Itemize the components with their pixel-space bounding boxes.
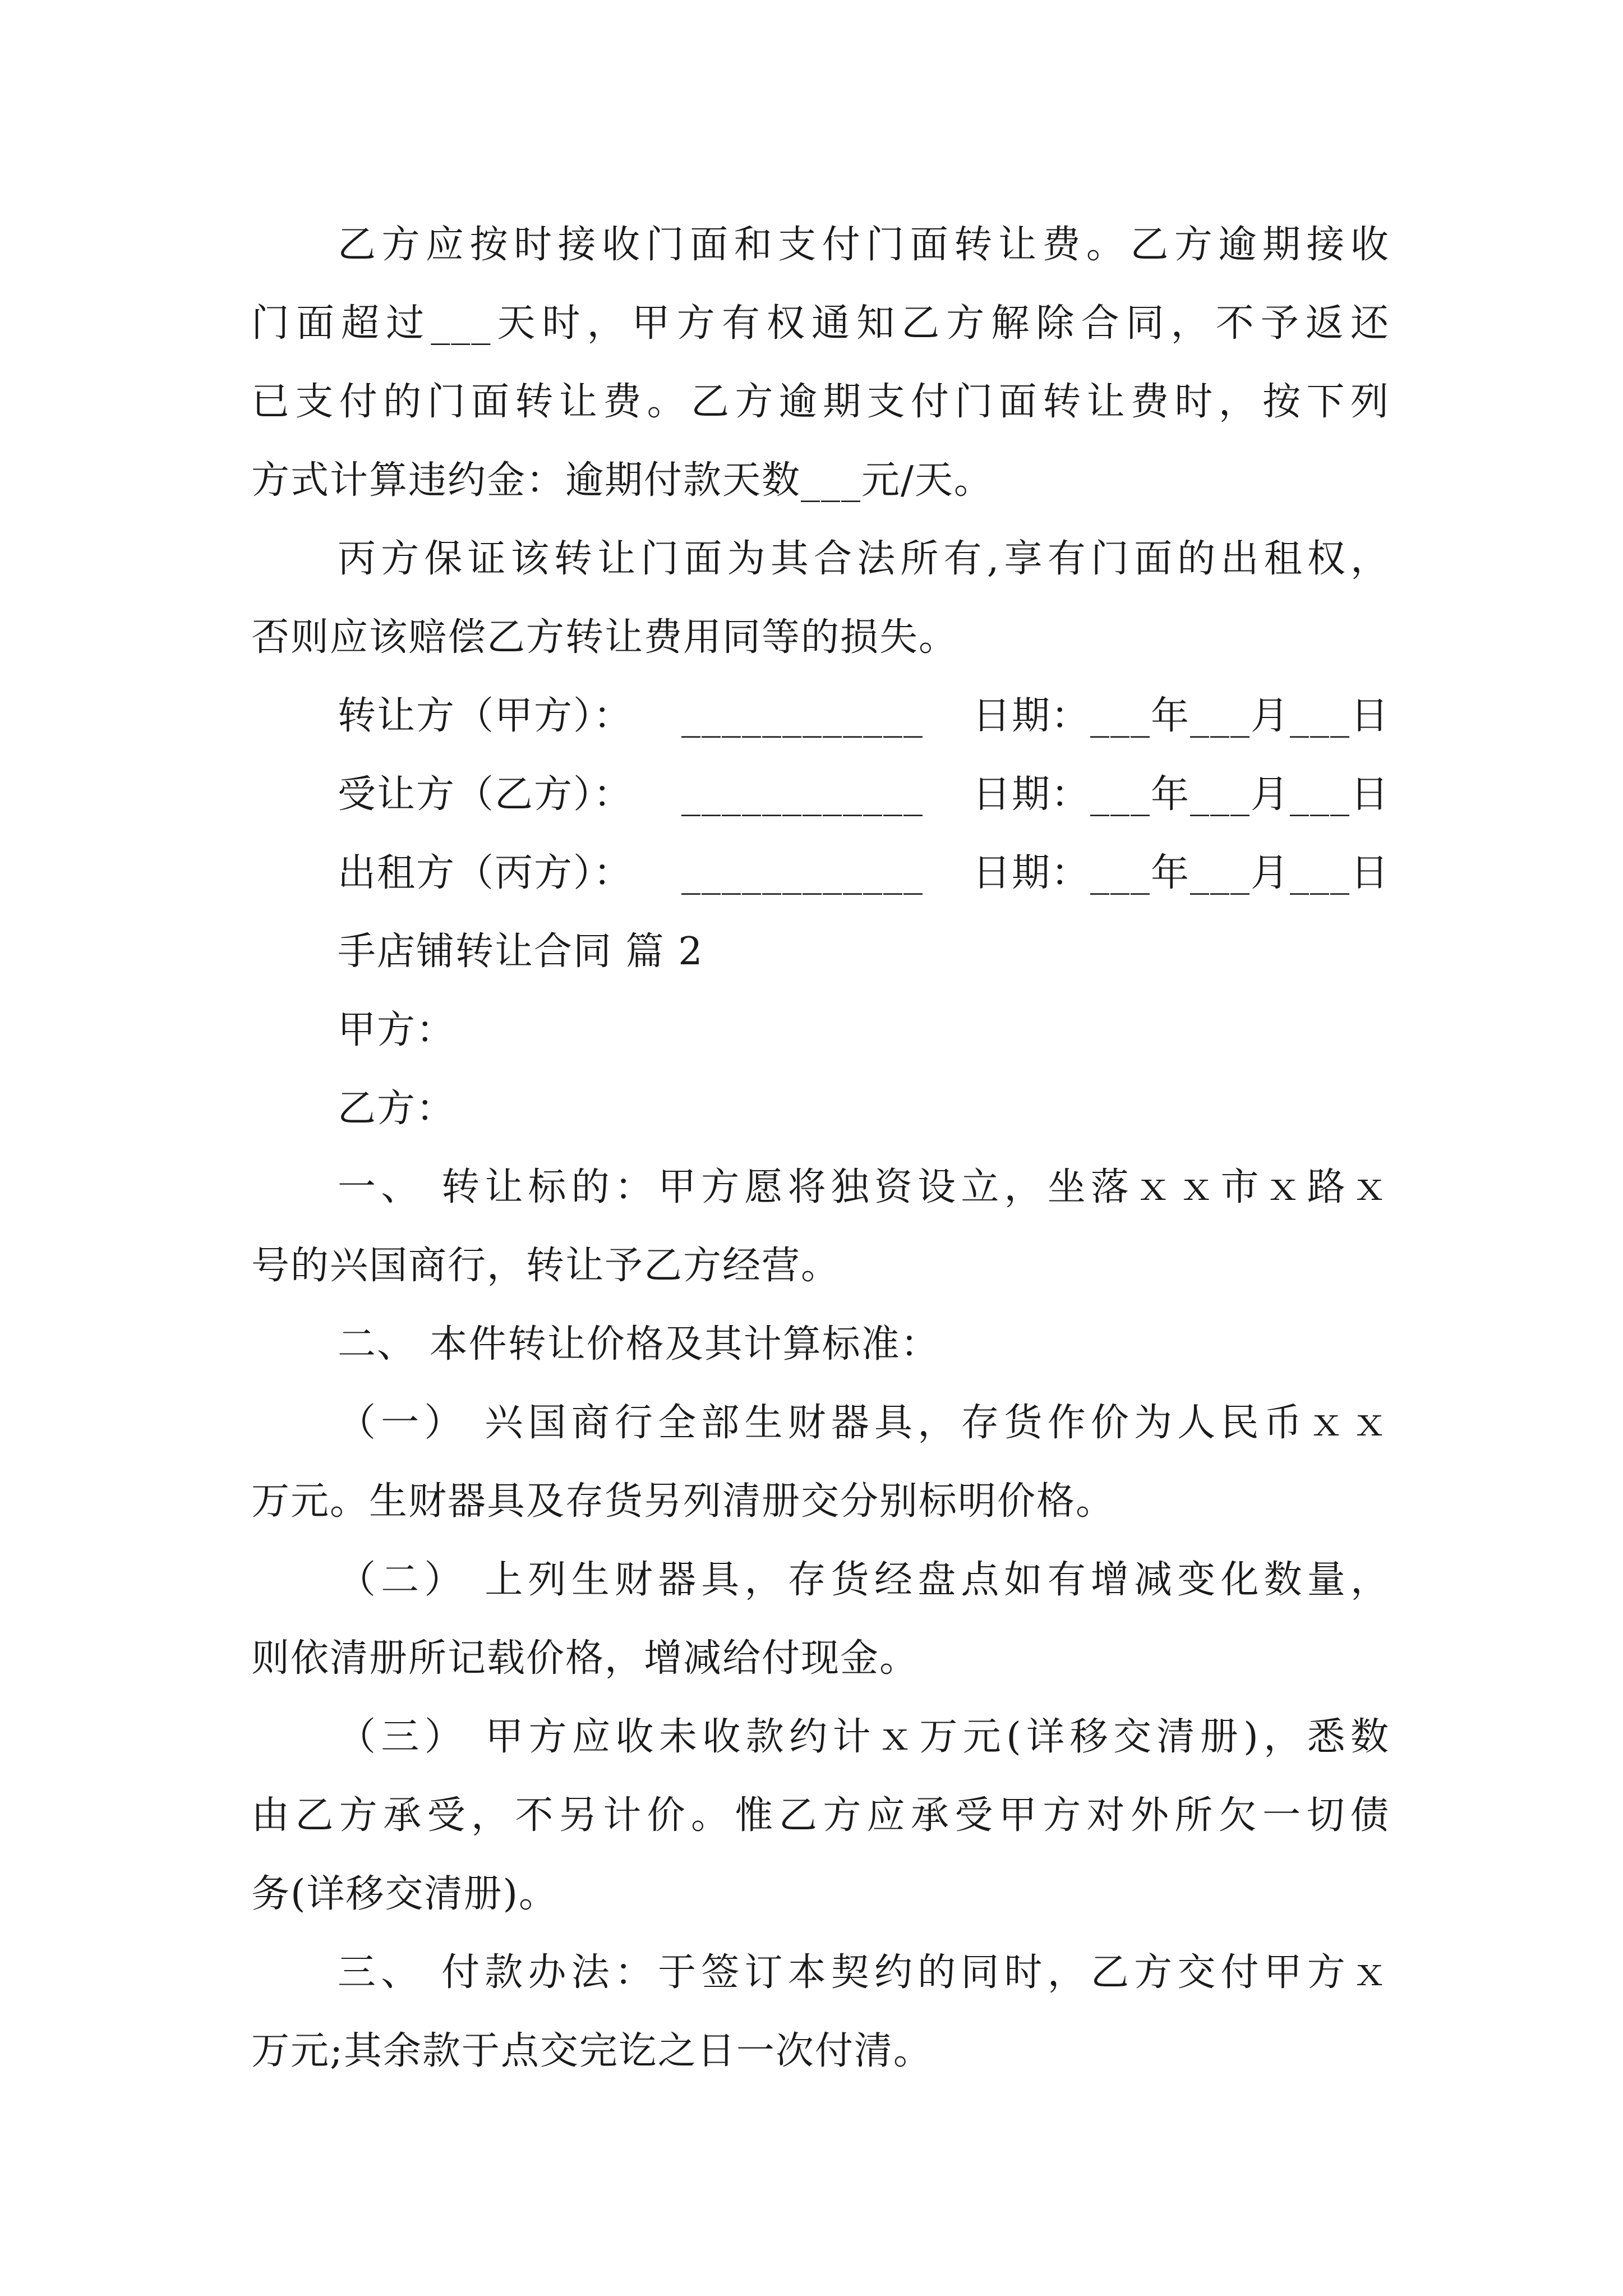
signature-blank: ____________ (681, 772, 924, 817)
clause-line: 一、 转让标的：甲方愿将独资设立，坐落ｘｘ市ｘ路ｘ (338, 1165, 1390, 1209)
signature-party-label: 出租方（丙方）： (338, 851, 633, 895)
clause-line: （一） 兴国商行全部生财器具，存货作价为人民币ｘｘ (338, 1401, 1390, 1445)
signature-date: 日期：___年___月___日 (972, 772, 1390, 817)
signature-party-label: 转让方（甲方）： (338, 694, 633, 738)
clause-line: 三、 付款办法：于签订本契约的同时，乙方交付甲方ｘ (338, 1950, 1390, 1995)
signature-blank: ____________ (681, 851, 924, 895)
clause-line: 则依清册所记载价格，增减给付现金。 (251, 1636, 919, 1681)
signature-row (338, 767, 1390, 823)
party-a-label: 甲方： (338, 1008, 456, 1052)
clause-line: 由乙方承受，不另计价。惟乙方应承受甲方对外所欠一切债 (251, 1793, 1390, 1838)
signature-blank: ____________ (681, 694, 924, 738)
paragraph-line: 已支付的门面转让费。乙方逾期支付门面转让费时，按下列 (251, 380, 1390, 424)
clause-line: 二、 本件转让价格及其计算标准： (338, 1322, 940, 1366)
clause-line: （二） 上列生财器具，存货经盘点如有增减变化数量， (338, 1558, 1390, 1602)
paragraph-line: 乙方应按时接收门面和支付门面转让费。乙方逾期接收 (338, 223, 1390, 267)
signature-date: 日期：___年___月___日 (972, 694, 1390, 738)
clause-line: 万元;其余款于点交完讫之日一次付清。 (251, 2029, 933, 2073)
signature-date: 日期：___年___月___日 (972, 851, 1390, 895)
section-title: 手店铺转让合同 篇 2 (338, 930, 704, 974)
paragraph-line: 否则应该赔偿乙方转让费用同等的损失。 (251, 615, 958, 660)
signature-row (338, 845, 1390, 901)
paragraph-line: 门面超过___天时，甲方有权通知乙方解除合同，不予返还 (251, 301, 1390, 346)
signature-party-label: 受让方（乙方）： (338, 772, 633, 817)
clause-line: （三） 甲方应收未收款约计ｘ万元(详移交清册)，悉数 (338, 1715, 1390, 1759)
clause-line: 号的兴国商行，转让予乙方经营。 (251, 1244, 841, 1288)
clause-line: 务(详移交清册)。 (251, 1872, 559, 1916)
signature-row (338, 688, 1390, 744)
paragraph-line: 丙方保证该转让门面为其合法所有,享有门面的出租权， (338, 537, 1390, 581)
clause-line: 万元。生财器具及存货另列清册交分别标明价格。 (251, 1479, 1115, 1524)
party-b-label: 乙方： (338, 1087, 456, 1131)
paragraph-line: 方式计算违约金：逾期付款天数___元/天。 (251, 458, 993, 503)
